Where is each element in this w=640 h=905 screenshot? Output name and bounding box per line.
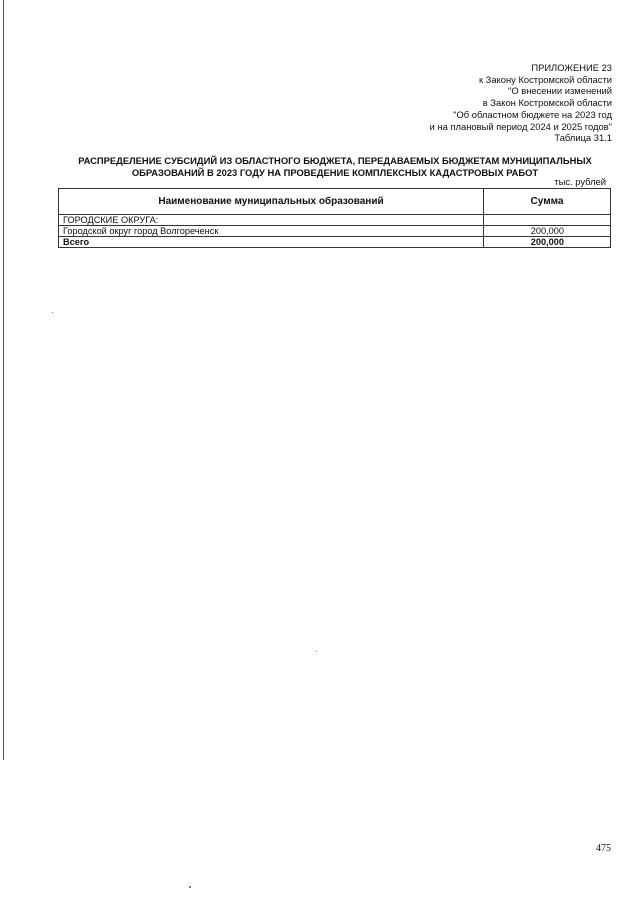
row-name: ГОРОДСКИЕ ОКРУГА: [59,215,484,226]
units-label: тыс. рублей [554,176,606,187]
title-line: РАСПРЕДЕЛЕНИЕ СУБСИДИЙ ИЗ ОБЛАСТНОГО БЮДЖЕТА, ПЕРЕДАВАЕМЫХ БЮДЖЕТАМ МУНИЦИПАЛЬНЫХ [78,155,592,166]
row-name: Городской округ город Волгореченск [59,226,484,237]
header-line: и на плановый период 2024 и 2025 годов" [429,120,612,132]
row-sum [484,215,611,226]
appendix-number: ПРИЛОЖЕНИЕ 23 [531,62,612,73]
subsidy-table [58,188,611,248]
column-header-sum: Сумма [484,189,611,215]
total-sum: 200,000 [484,237,611,248]
row-sum: 200,000 [484,226,611,237]
total-row [59,237,611,248]
column-header-name: Наименование муниципальных образований [59,189,484,215]
appendix-header [312,62,612,144]
header-line: "Об областном бюджете на 2023 год [453,108,612,120]
table-row [59,215,611,226]
total-label: Всего [59,237,484,248]
document-title [58,155,612,179]
page-number: 475 [596,843,611,854]
title-line: ОБРАЗОВАНИЙ В 2023 ГОДУ НА ПРОВЕДЕНИЕ КОМПЛЕКСНЫХ КАДАСТРОВЫХ РАБОТ [131,167,539,178]
table-number: Таблица 31.1 [554,132,612,144]
header-line: к Закону Костромской области [478,73,612,85]
table-row [59,226,611,237]
table-header-row [59,189,611,215]
scan-edge-line [3,0,4,760]
header-line: в Закон Костромской области [482,97,612,109]
scan-speck [316,651,317,652]
header-line: "О внесении изменений [508,85,612,97]
scan-speck [189,886,191,888]
scan-speck [52,312,53,313]
